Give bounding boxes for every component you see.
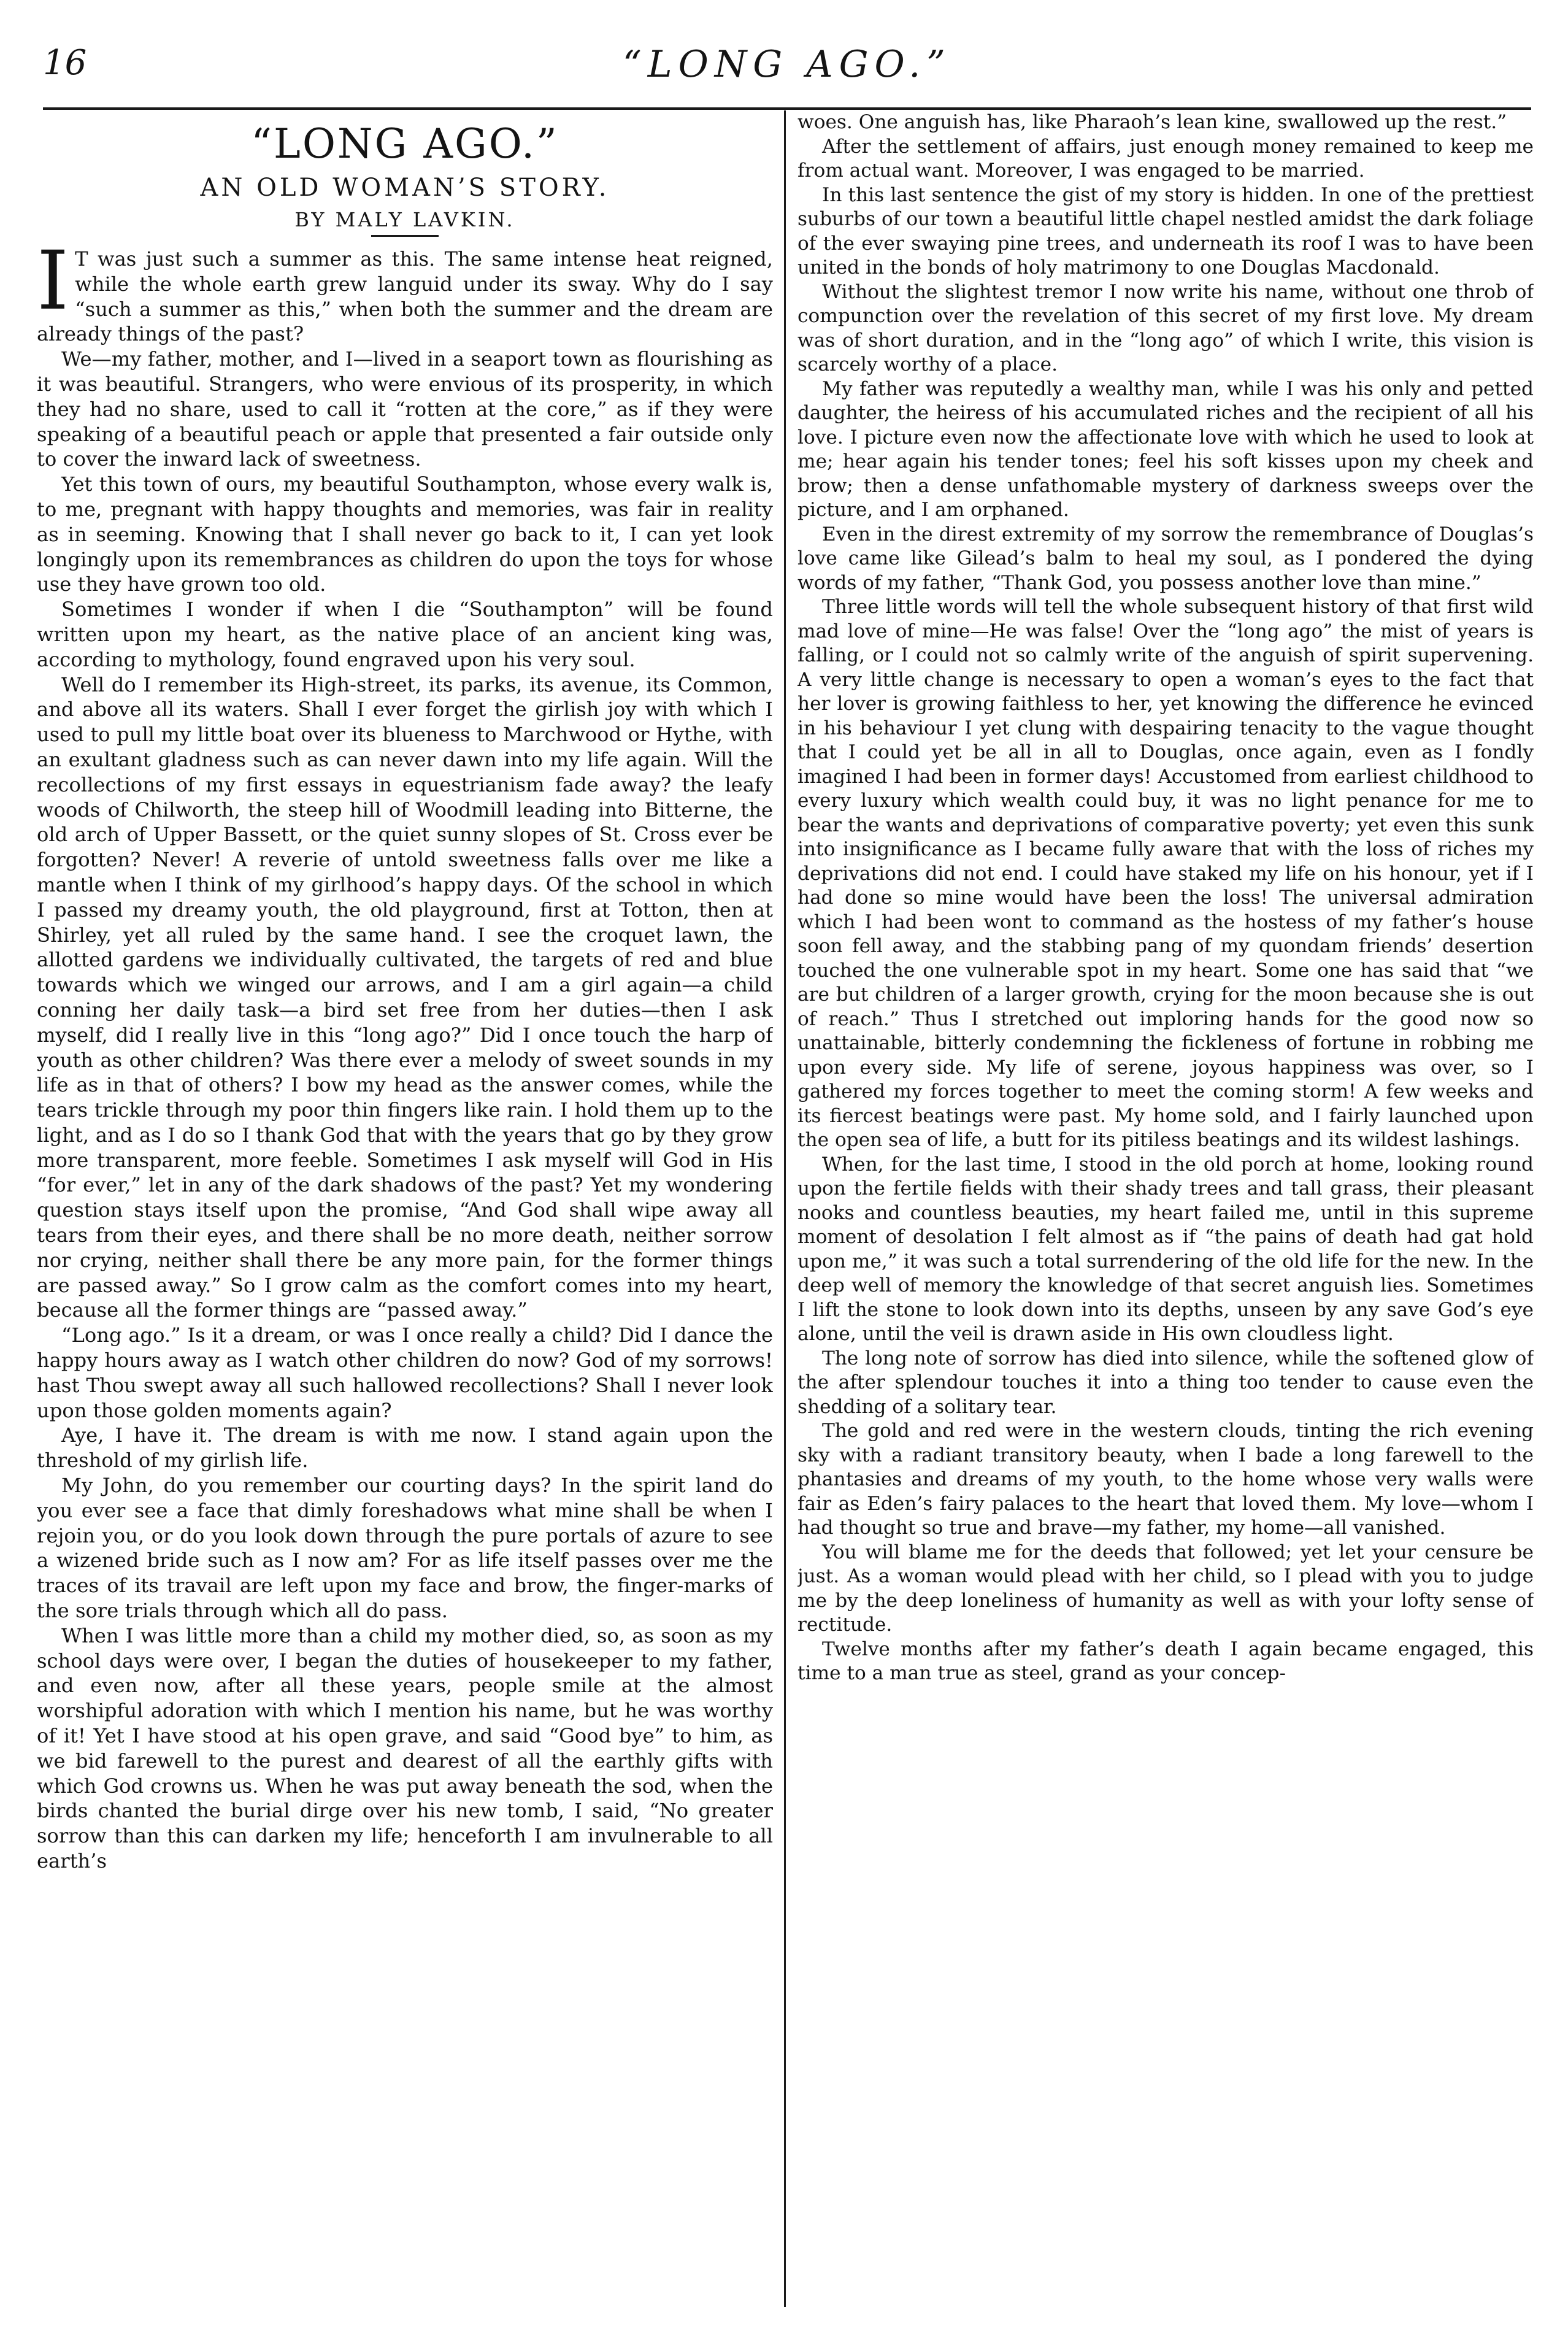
left-column — [37, 110, 773, 2307]
paragraph: My father was reputedly a wealthy man, while I was his only and petted daughter, the heiress of his accumulated riches and the recipient of all his love. I picture even now the affectionate love with which he used to look at me; hear again his tender tones; feel his soft kisses upon my cheek and brow; then a dense unfathomable mystery of darkness sweeps over the picture, and I am orphaned. — [797, 377, 1534, 521]
page-number: 16 — [43, 43, 87, 83]
paragraph: You will blame me for the deeds that followed; yet let your censure be just. As a woman would plead with her child, so I plead with you to judge me by the deep loneliness of humanity as well as with your lofty sense of rectitude. — [797, 1541, 1534, 1636]
paragraph — [37, 234, 773, 347]
paragraph: My John, do you remember our courting days? In the spirit land do you ever see a face that dimly foreshadows what mine shall be when I rejoin you, or do you look down through the pure portals of azure to see a wizened bride such as I now am? For as life itself passes over me the traces of its travail are left upon my face and brow, the finger-marks of the sore trials through which all do pass. — [37, 1474, 773, 1623]
paragraph: In this last sentence the gist of my story is hidden. In one of the prettiest suburbs of our town a beautiful little chapel nestled amidst the dark foliage of the ever swaying pine trees, and underneath its roof I was to have been united in the bonds of holy matrimony to one Douglas Macdonald. — [797, 183, 1534, 279]
paragraph-text: T was just such a summer as this. The same intense heat reigned, while the whole earth grew languid under its sway. Why do I say “such a summer as this,” when both the summer and the dream are already things of the past? — [37, 247, 773, 346]
running-title: “LONG AGO.” — [623, 43, 951, 86]
paragraph: When, for the last time, I stood in the old porch at home, looking round upon the fertile fields with their shady trees and tall grass, their pleasant nooks and countless beauties, my heart failed me, until in this supreme moment of desolation I felt almost as if “the pains of death had gat hold upon me,” it was such a total surrendering of the old life for the new. In the deep well of memory the knowledge of that secret anguish lies. Sometimes I lift the stone to look down into its depths, unseen by any save God’s eye alone, until the veil is drawn aside in His own cloudless light. — [797, 1153, 1534, 1345]
paragraph: Well do I remember its High-street, its parks, its avenue, its Common, and above all its waters. Shall I ever forget the girlish joy with which I used to pull my little boat over its blueness to Marchwood or Hythe, with an exultant gladness such as can never dawn into my life again. Will the recollections of my first essays in equestrianism fade away? the leafy woods of Chilworth, the steep hill of Woodmill leading into Bitterne, the old arch of Upper Bassett, or the quiet sunny slopes of St. Cross ever be forgotten? Never! A reverie of untold sweetness falls over me like a mantle when I think of my girlhood’s happy days. Of the school in which I passed my dreamy youth, the old playground, first at Totton, then at Shirley, yet all ruled by the same hand. I see the croquet lawn, the allotted gardens we individually cultivated, the targets of red and blue towards which we winged our arrows, and I am a girl again—a child conning her daily task—a bird set free from her duties—then I ask myself, did I really live in this “long ago?” Did I once touch the harp of youth as other children? Was there ever a melody of sweet sounds in my life as in that of others? I bow my head as the answer comes, while the tears trickle through my poor thin fingers like rain. I hold them up to the light, and as I do so I thank God that with the years that go by they grow more transparent, more feeble. Sometimes I ask myself will God in His “for ever,” let in any of the dark shadows of the past? Yet my wondering question stays itself upon the promise, “And God shall wipe away all tears from their eyes, and there shall be no more death, neither sorrow nor crying, neither shall there be any more pain, for the former things are passed away.” So I grow calm as the comfort comes into my heart, because all the former things are “passed away.” — [37, 672, 773, 1322]
paragraph: Even in the direst extremity of my sorrow the remembrance of Douglas’s love came like Gilead’s balm to heal my soul, as I pondered the dying words of my father, “Thank God, you possess another love than mine.” — [797, 523, 1534, 594]
paragraph: Three little words will tell the whole subsequent history of that first wild mad love of mine—He was false! Over the “long ago” the mist of years is falling, or I could not so calmly write of the anguish of spirit supervening. A very little change is necessary to open a woman’s eyes to the fact that her lover is growing faithless to her, yet knowing the difference he evinced in his behaviour I yet clung with despairing tenacity to the vague thought that I could yet be all in all to Douglas, once again, even as I fondly imagined I had been in former days! Accustomed from earliest childhood to every luxury which wealth could buy, it was no light penance for me to bear the wants and deprivations of comparative poverty; yet even this sunk into insignificance as I became fully aware that with the loss of riches my deprivations did not end. I could have staked my life on his honour, yet if I had done so mine would have been the loss! The universal admiration which I had been wont to command as the hostess of my father’s house soon fell away, and the stabbing pang of my quondam friends’ desertion touched the one vulnerable spot in my heart. Some one has said that “we are but children of a larger growth, crying for the moon because she is out of reach.” Thus I stretched out imploring hands for the good now so unattainable, bitterly condemning the fickleness of fortune in robbing me upon every side. My life of serene, joyous happiness was over, so I gathered my forces together to meet the coming storm! A few weeks and its fiercest beatings were past. My home sold, and I fairly launched upon the open sea of life, a butt for its pitiless beatings and its wildest lashings. — [797, 596, 1534, 1151]
paragraph: woes. One anguish has, like Pharaoh’s lean kine, swallowed up the rest.” — [797, 111, 1507, 133]
right-column — [797, 110, 1534, 2307]
drop-cap: I — [37, 234, 69, 328]
paragraph: The gold and red were in the western clouds, tinting the rich evening sky with a radiant transitory beauty, when I bade a long farewell to the phantasies and dreams of my youth, to the home whose very walls were fair as Eden’s fairy palaces to the heart that loved them. My love—whom I had thought so true and brave—my father, my home—all vanished. — [797, 1420, 1534, 1539]
paragraph: Yet this town of ours, my beautiful Southampton, whose every walk is, to me, pregnant with happy thoughts and memories, was fair in reality as in seeming. Knowing that I shall never go back to it, I can yet look longingly upon its remembrances as children do upon the toys for whose use they have grown too old. — [37, 472, 773, 596]
paragraph: Aye, I have it. The dream is with me now. I stand again upon the threshold of my girlish life. — [37, 1423, 773, 1472]
running-head — [43, 18, 1531, 110]
paragraph: The long note of sorrow has died into silence, while the softened glow of the after splendour touches it into a thing too tender to cause even the shedding of a solitary tear. — [797, 1347, 1534, 1418]
header-rule — [43, 107, 1531, 110]
paragraph: After the settlement of affairs, just enough money remained to keep me from actual want. Moreover, I was engaged to be married. — [797, 135, 1534, 182]
paragraph: We—my father, mother, and I—lived in a seaport town as flourishing as it was beautiful. Strangers, who were envious of its prosperity, in which they had no share, used to call it “rotten at the core,” as if they were speaking of a beautiful peach or apple that presented a fair outside only to cover the inward lack of sweetness. — [37, 347, 773, 471]
title-rule — [371, 235, 439, 237]
article-title: “LONG AGO.” — [251, 120, 559, 167]
byline: BY MALY LAVKIN. — [294, 208, 515, 231]
paragraph: “Long ago.” Is it a dream, or was I once really a child? Did I dance the happy hours away as I watch other children do now? God of my sorrows! hast Thou swept away all such hallowed recollections? Shall I never look upon those golden moments again? — [37, 1323, 773, 1422]
article-subtitle: AN OLD WOMAN’S STORY. — [200, 174, 610, 202]
paragraph: Without the slightest tremor I now write his name, without one throb of compunction over the revelation of this secret of my first love. My dream was of short duration, and in the “long ago” of which I write, this vision is scarcely worthy of a place. — [797, 280, 1534, 375]
paragraph: When I was little more than a child my mother died, so, as soon as my school days were over, I began the duties of housekeeper to my father, and even now, after all these years, people smile at the almost worshipful adoration with which I mention his name, but he was worthy of it! Yet I have stood at his open grave, and said “Good bye” to him, as we bid farewell to the purest and dearest of all the earthly gifts with which God crowns us. When he was put away beneath the sod, when the birds chanted the burial dirge over his new tomb, I said, “No greater sorrow than this can darken my life; henceforth I am invulnerable to all earth’s — [37, 1623, 773, 1873]
paragraph: Twelve months after my father’s death I again became engaged, this time to a man true as steel, grand as your concep- — [797, 1638, 1534, 1684]
column-divider — [784, 110, 786, 2307]
paragraph: Sometimes I wonder if when I die “Southampton” will be found written upon my heart, as the native place of an ancient king was, according to mythology, found engraved upon his very soul. — [37, 598, 773, 671]
